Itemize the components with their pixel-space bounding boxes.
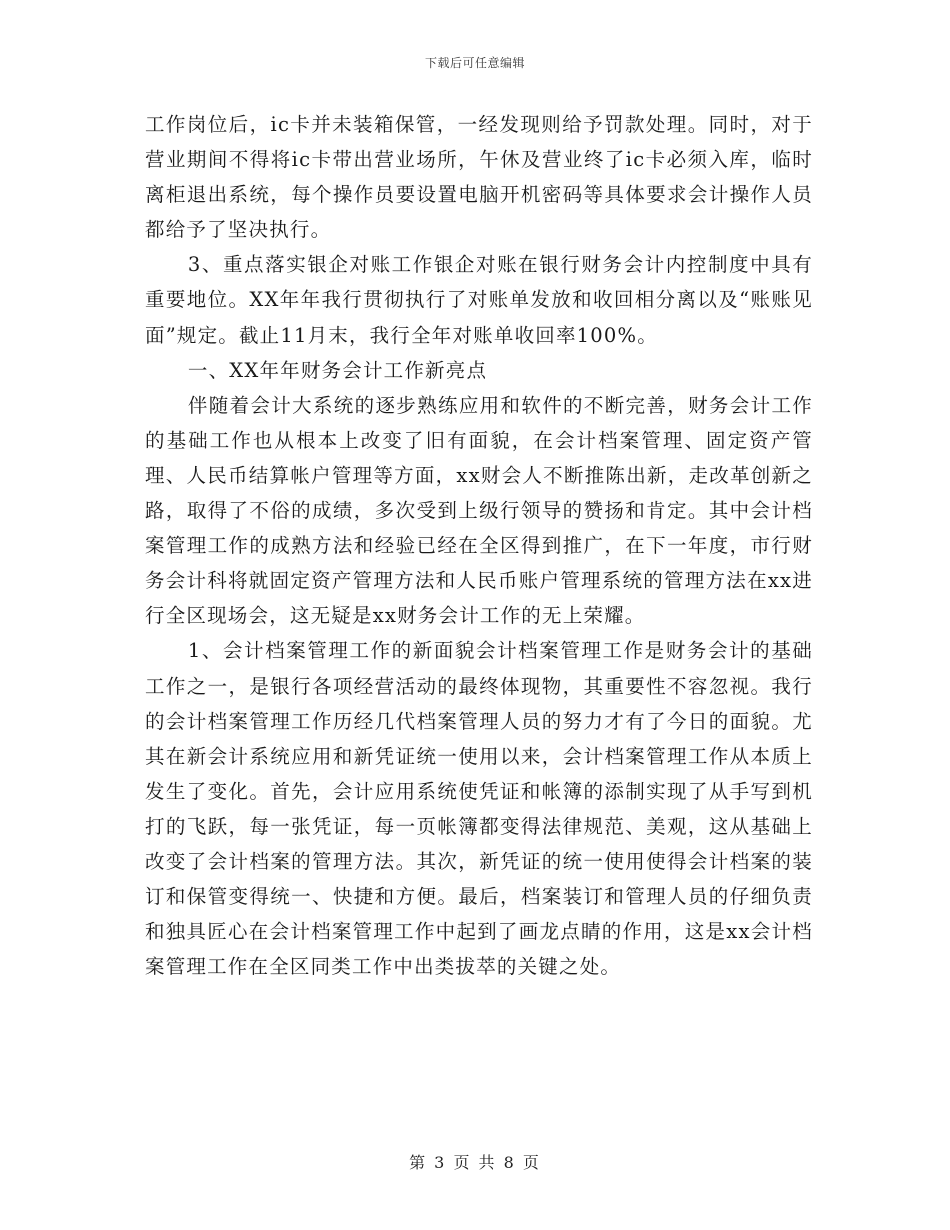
paragraph: 伴随着会计大系统的逐步熟练应用和软件的不断完善，财务会计工作的基础工作也从根本上改变了旧有面貌，在会计档案管理、固定资产管理、人民币结算帐户管理等方面，xx财会人不断推陈出新，走改革创新之路，取得了不俗的成绩，多次受到上级行领导的赞扬和肯定。其中会计档案管理工作的成熟方法和经验已经在全区得到推广，在下一年度，市行财务会计科将就固定资产管理方法和人民币账户管理系统的管理方法在xx进行全区现场会，这无疑是xx财务会计工作的无上荣耀。: [145, 393, 813, 628]
page-number-footer: 第 3 页 共 8 页: [409, 1153, 541, 1172]
document-body: [145, 107, 813, 984]
section-heading: 一、XX年年财务会计工作新亮点: [187, 358, 488, 382]
paragraph: 1、会计档案管理工作的新面貌会计档案管理工作是财务会计的基础工作之一，是银行各项经营活动的最终体现物，其重要性不容忽视。我行的会计档案管理工作历经几代档案管理人员的努力才有了今日的面貌。尤其在新会计系统应用和新凭证统一使用以来，会计档案管理工作从本质上发生了变化。首先，会计应用系统使凭证和帐簿的添制实现了从手写到机打的飞跃，每一张凭证，每一页帐簿都变得法律规范、美观，这从基础上改变了会计档案的管理方法。其次，新凭证的统一使用使得会计档案的装订和保管变得统一、快捷和方便。最后，档案装订和管理人员的仔细负责和独具匠心在会计档案管理工作中起到了画龙点睛的作用，这是xx会计档案管理工作在全区同类工作中出类拔萃的关键之处。: [145, 639, 813, 979]
paragraph: 3、重点落实银企对账工作银企对账在银行财务会计内控制度中具有重要地位。XX年年我行贯彻执行了对账单发放和收回相分离以及“账账见面”规定。截止11月末，我行全年对账单收回率100%。: [145, 253, 813, 347]
paragraph: 工作岗位后，ic卡并未装箱保管，一经发现则给予罚款处理。同时，对于营业期间不得将ic卡带出营业场所，午休及营业终了ic卡必须入库，临时离柜退出系统，每个操作员要设置电脑开机密码等具体要求会计操作人员都给予了坚决执行。: [145, 113, 813, 242]
page-header: 下载后可任意编辑: [424, 56, 525, 70]
